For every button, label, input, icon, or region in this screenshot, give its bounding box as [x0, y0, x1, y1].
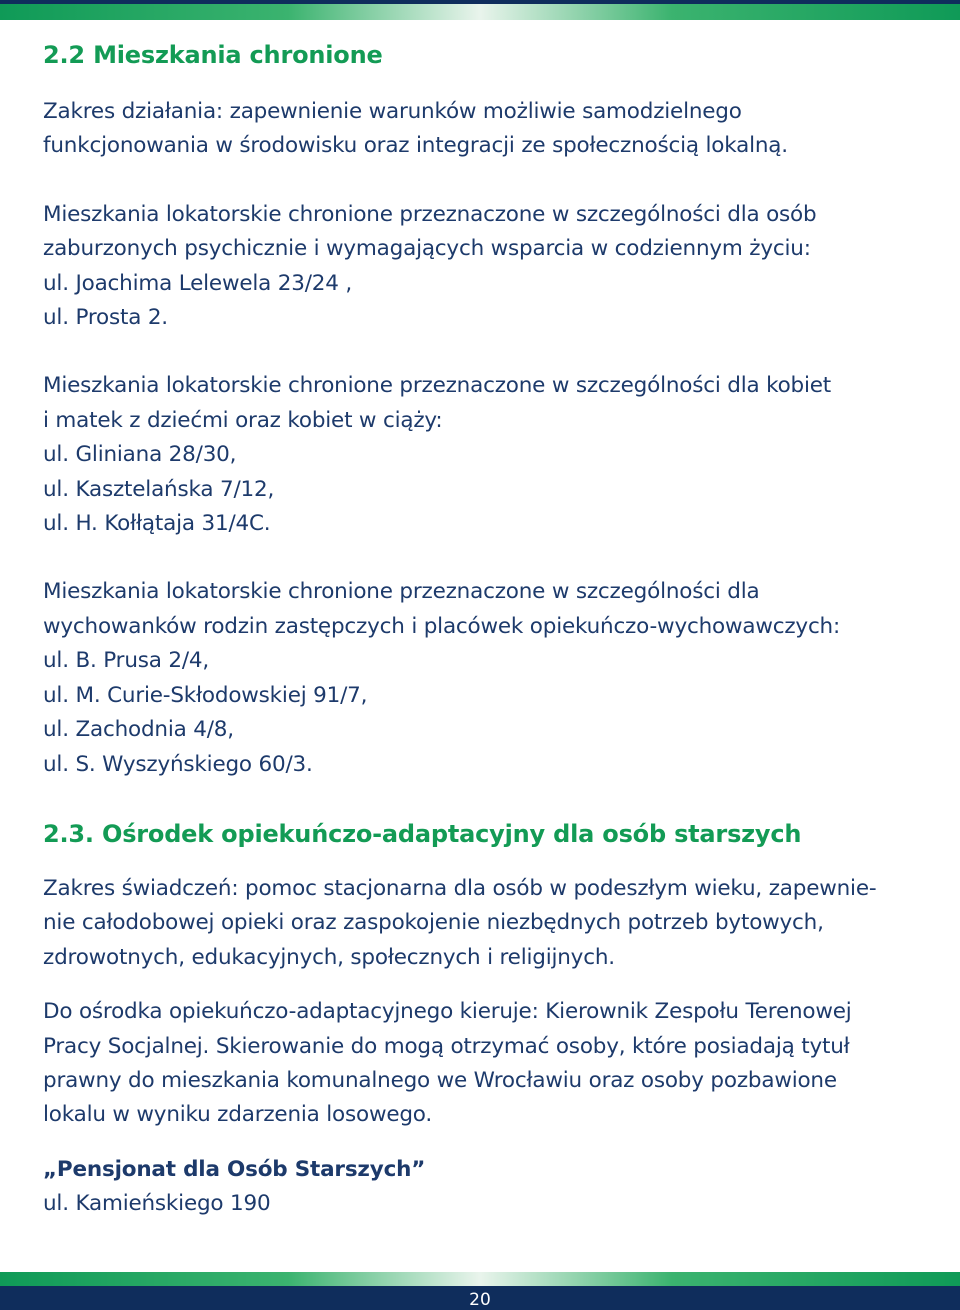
page-content [43, 35, 923, 1222]
address-line: ul. M. Curie-Skłodowskiej 91/7, [43, 682, 368, 708]
referral-line: Pracy Socjalnej. Skierowanie do mogą otrzymać osoby, które posiadają tytuł [43, 1033, 850, 1059]
section-2-2-scope [43, 95, 923, 164]
top-green-stripe [0, 4, 960, 20]
scope-line: funkcjonowania w środowisku oraz integracji ze społecznością lokalną. [43, 133, 788, 159]
address-line: ul. Joachima Lelewela 23/24 , [43, 270, 352, 296]
housing-group-women-mothers [43, 369, 923, 541]
top-decorative-band [0, 0, 960, 22]
address-line: ul. Zachodnia 4/8, [43, 717, 234, 743]
housing-group-psychiatric [43, 198, 923, 336]
pensjonat-block [43, 1153, 923, 1222]
bottom-decorative-band [0, 1272, 960, 1310]
address-line: ul. S. Wyszyńskiego 60/3. [43, 751, 313, 777]
bottom-green-stripe [0, 1272, 960, 1286]
group-description-line: Mieszkania lokatorskie chronione przeznaczone w szczególności dla kobiet [43, 373, 831, 399]
address-line: ul. Gliniana 28/30, [43, 442, 237, 468]
referral-line: prawny do mieszkania komunalnego we Wrocławiu oraz osoby pozbawione [43, 1067, 837, 1093]
address-line: ul. B. Prusa 2/4, [43, 648, 209, 674]
address-line: ul. H. Kołłątaja 31/4C. [43, 511, 271, 537]
section-2-3-heading: 2.3. Ośrodek opiekuńczo-adaptacyjny dla osób starszych [43, 819, 802, 848]
address-line: ul. Prosta 2. [43, 305, 168, 331]
group-description-line: i matek z dziećmi oraz kobiet w ciąży: [43, 407, 443, 433]
section-2-3-referral [43, 995, 923, 1133]
services-line: Zakres świadczeń: pomoc stacjonarna dla osób w podeszłym wieku, zapewnie- [43, 875, 877, 901]
referral-line: Do ośrodka opiekuńczo-adaptacyjnego kieruje: Kierownik Zespołu Terenowej [43, 999, 852, 1025]
page-number: 20 [469, 1290, 491, 1310]
section-2-2-heading: 2.2 Mieszkania chronione [43, 41, 383, 69]
pensjonat-address: ul. Kamieńskiego 190 [43, 1191, 271, 1217]
group-description-line: Mieszkania lokatorskie chronione przeznaczone w szczególności dla osób [43, 201, 817, 227]
pensjonat-title: „Pensjonat dla Osób Starszych” [43, 1156, 426, 1182]
services-line: zdrowotnych, edukacyjnych, społecznych i religijnych. [43, 944, 615, 970]
services-line: nie całodobowej opieki oraz zaspokojenie niezbędnych potrzeb bytowych, [43, 910, 824, 936]
housing-group-foster-alumni [43, 575, 923, 781]
group-description-line: zaburzonych psychicznie i wymagających wsparcia w codziennym życiu: [43, 236, 811, 262]
section-2-3-services [43, 872, 923, 975]
group-description-line: Mieszkania lokatorskie chronione przeznaczone w szczególności dla [43, 579, 760, 605]
group-description-line: wychowanków rodzin zastępczych i placówek opiekuńczo-wychowawczych: [43, 613, 841, 639]
address-line: ul. Kasztelańska 7/12, [43, 476, 275, 502]
referral-line: lokalu w wyniku zdarzenia losowego. [43, 1102, 433, 1128]
scope-line: Zakres działania: zapewnienie warunków możliwie samodzielnego [43, 99, 742, 124]
